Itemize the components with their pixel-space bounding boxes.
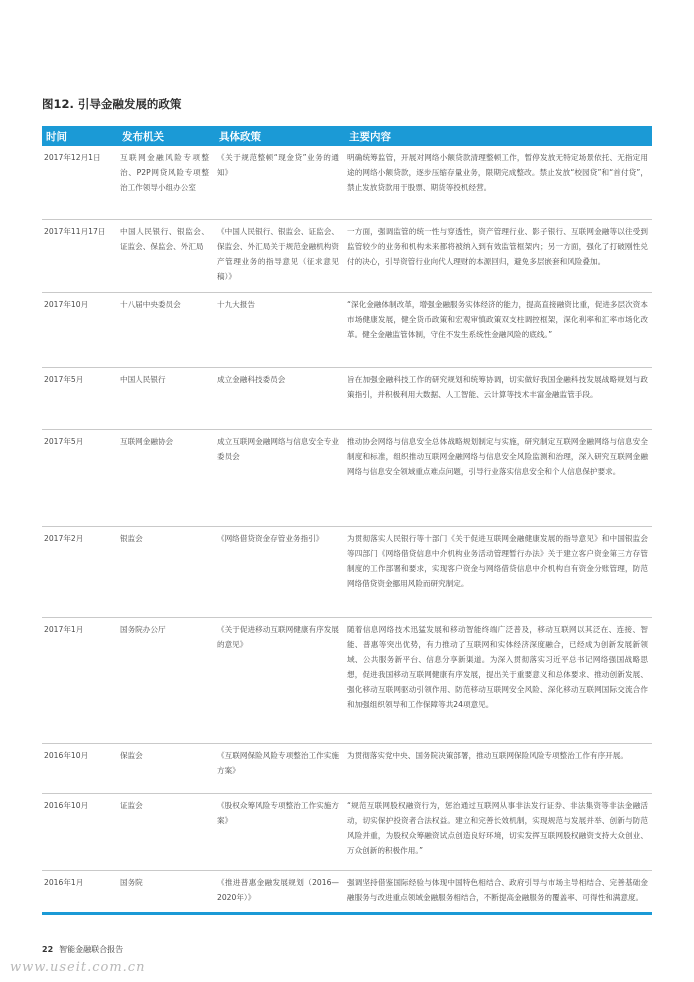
table-row — [42, 292, 652, 367]
cell-date: 2016年10月 — [42, 793, 118, 870]
watermark: www.useit.com.cn — [10, 960, 146, 975]
cell-agency: 互联网金融协会 — [118, 429, 215, 526]
cell-content: 为贯彻落实人民银行等十部门《关于促进互联网金融健康发展的指导意见》和中国银监会等四部门《网络借贷信息中介机构业务活动管理暂行办法》关于建立客户资金第三方存管制度的工作部署和要求，实现客户资金与网络借贷信息中介机构自有资金分账管理，防范网络借贷资金挪用风险而研究制定。 — [345, 526, 652, 617]
table-header — [42, 126, 652, 146]
header-content: 主要内容 — [345, 126, 652, 146]
cell-date: 2017年1月 — [42, 617, 118, 743]
cell-policy: 成立金融科技委员会 — [215, 367, 345, 429]
cell-agency: 国务院 — [120, 877, 143, 887]
cell-policy: 《关于规范整顿“现金贷”业务的通知》 — [215, 146, 345, 219]
cell-agency: 中国人民银行、银监会、证监会、保监会、外汇局 — [118, 219, 215, 292]
cell-policy: 《关于促进移动互联网健康有序发展的意见》 — [215, 617, 345, 743]
table-row — [42, 219, 652, 292]
cell-policy: 《股权众筹风险专项整治工作实施方案》 — [215, 793, 345, 870]
figure-title: 图12. 引导金融发展的政策 — [42, 97, 182, 111]
cell-date: 2017年2月 — [42, 526, 118, 617]
cell-date: 2017年12月1日 — [42, 146, 118, 219]
cell-policy: 《互联网保险风险专项整治工作实施方案》 — [215, 743, 345, 793]
table-row — [42, 617, 652, 743]
header-agency: 发布机关 — [118, 126, 215, 146]
cell-policy: 《网络借贷资金存管业务指引》 — [215, 526, 345, 617]
cell-date: 2017年5月 — [42, 367, 118, 429]
cell-agency: 银监会 — [118, 526, 215, 617]
header-policy: 具体政策 — [215, 126, 345, 146]
table-row — [42, 429, 652, 526]
table-bottom-rule — [42, 912, 652, 915]
cell-policy: 《中国人民银行、银监会、证监会、保监会、外汇局关于规范金融机构资产管理业务的指导意见（征求意见稿）》 — [215, 219, 345, 292]
header-date: 时间 — [42, 126, 118, 146]
cell-content: 强调坚持借鉴国际经验与体现中国特色相结合、政府引导与市场主导相结合、完善基础金融服务与改进重点领域金融服务相结合，不断提高金融服务的覆盖率、可得性和满意度。 — [347, 877, 648, 902]
cell-content: 随着信息网络技术迅猛发展和移动智能终端广泛普及，移动互联网以其泛在、连接、智能、普惠等突出优势，有力推动了互联网和实体经济深度融合，已经成为创新发展新领域、公共服务新平台、信息分享新渠道。为深入贯彻落实习近平总书记网络强国战略思想，促进我国移动互联网健康有序发展，提出关于重要意义和总体要求、推动创新发展、强化移动互联网驱动引领作用、防范移动互联网安全风险、深化移动互联网国际交流合作和加强组织领导和工作保障等共24项意见。 — [345, 617, 652, 743]
cell-content: “规范互联网股权融资行为，惩治通过互联网从事非法发行证券、非法集资等非法金融活动，切实保护投资者合法权益。建立和完善长效机制，实现规范与发展并举、创新与防范风险并重，为股权众筹融资试点创造良好环境，切实发挥互联网股权融资支持大众创业、万众创新的积极作用。” — [345, 793, 652, 870]
table-row — [42, 743, 652, 793]
table-row — [42, 870, 652, 930]
policy-table — [42, 126, 652, 930]
cell-content: 推动协会网络与信息安全总体战略规划制定与实施，研究制定互联网金融网络与信息安全制度和标准，组织推动互联网金融网络与信息安全风险监测和治理，深入研究互联网金融网络与信息安全领域重点难点问题，引导行业落实信息安全和个人信息保护要求。 — [345, 429, 652, 526]
cell-policy: 十九大报告 — [215, 292, 345, 367]
cell-agency: 十八届中央委员会 — [118, 292, 215, 367]
cell-content: 明确统筹监管，开展对网络小额贷款清理整顿工作，暂停发放无特定场景依托、无指定用途的网络小额贷款，逐步压缩存量业务，限期完成整改。禁止发放“校园贷”和“首付贷”，禁止发放贷款用于股票、期货等投机经营。 — [345, 146, 652, 219]
table-row — [42, 793, 652, 870]
table-row — [42, 526, 652, 617]
cell-date: 2017年5月 — [42, 429, 118, 526]
cell-agency: 证监会 — [118, 793, 215, 870]
cell-agency: 互联网金融风险专项整治、P2P网贷风险专项整治工作领导小组办公室 — [118, 146, 215, 219]
page-number: 22 — [42, 945, 54, 954]
cell-content: “深化金融体制改革，增强金融服务实体经济的能力，提高直接融资比重，促进多层次资本市场健康发展，健全货币政策和宏观审慎政策双支柱调控框架，深化利率和汇率市场化改革。健全金融监管体制，守住不发生系统性金融风险的底线。” — [345, 292, 652, 367]
table-row — [42, 146, 652, 219]
cell-content: 一方面，强调监管的统一性与穿透性，资产管理行业、影子银行、互联网金融等以往受到监管较少的业务和机构未来都将被纳入到有效监管框架内；另一方面，强化了打破刚性兑付的决心，引导资管行业向代人理财的本源回归，避免多层嵌套和风险叠加。 — [345, 219, 652, 292]
cell-agency: 保监会 — [118, 743, 215, 793]
cell-agency: 国务院办公厅 — [118, 617, 215, 743]
cell-date: 2016年10月 — [42, 743, 118, 793]
report-title: 智能金融联合报告 — [59, 945, 124, 954]
cell-policy: 《推进普惠金融发展规划（2016—2020年）》 — [217, 877, 339, 902]
cell-policy: 成立互联网金融网络与信息安全专业委员会 — [215, 429, 345, 526]
cell-date: 2016年1月 — [44, 877, 84, 887]
cell-date: 2017年10月 — [42, 292, 118, 367]
cell-date: 2017年11月17日 — [42, 219, 118, 292]
table-row — [42, 367, 652, 429]
page-footer — [42, 944, 123, 955]
cell-content: 为贯彻落实党中央、国务院决策部署，推动互联网保险风险专项整治工作有序开展。 — [345, 743, 652, 793]
cell-agency: 中国人民银行 — [118, 367, 215, 429]
cell-content: 旨在加强金融科技工作的研究规划和统筹协调，切实做好我国金融科技发展战略规划与政策指引，并积极利用大数据、人工智能、云计算等技术丰富金融监管手段。 — [345, 367, 652, 429]
